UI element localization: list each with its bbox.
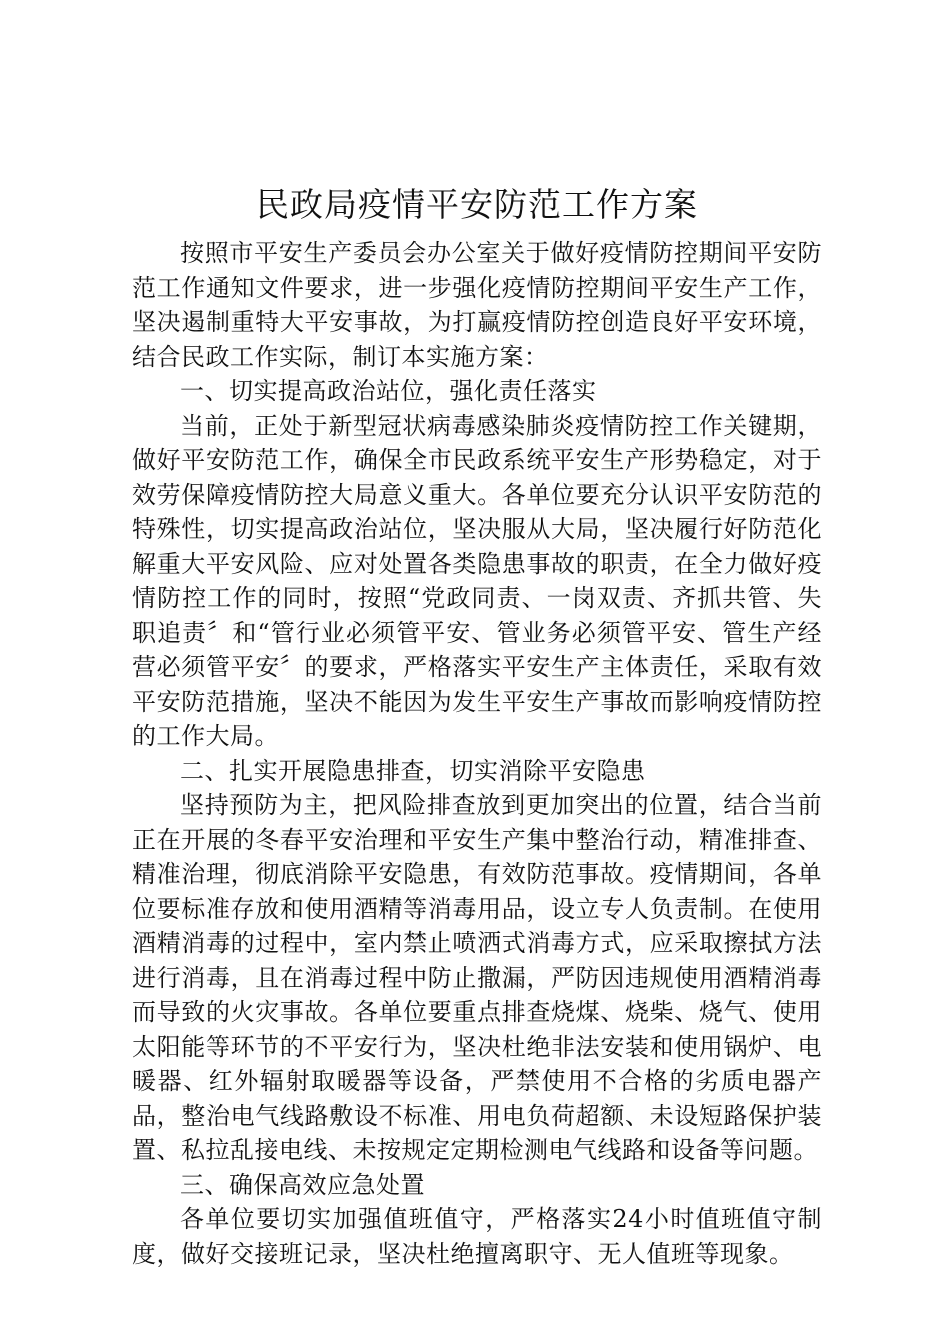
intro-paragraph: 按照市平安生产委员会办公室关于做好疫情防控期间平安防范工作通知文件要求，进一步强化疫情防控期间平安生产工作，坚决遏制重特大平安事故，为打赢疫情防控创造良好平安环境，结合民政工作实际，制订本实施方案： — [132, 239, 822, 371]
section-1-body: 当前，正处于新型冠状病毒感染肺炎疫情防控工作关键期，做好平安防范工作，确保全市民政系统平安生产形势稳定，对于效劳保障疫情防控大局意义重大。各单位要充分认识平安防范的特殊性，切实提高政治站位，坚决服从大局，坚决履行好防范化解重大平安风险、应对处置各类隐患事故的职责，在全力做好疫情防控工作的同时，按照“党政同责、一岗双责、齐抓共管、失职追责〞和“管行业必须管平安、管业务必须管平安、管生产经营必须管平安〞的要求，严格落实平安生产主体责任，采取有效平安防范措施，坚决不能因为发生平安生产事故而影响疫情防控的工作大局。 — [132, 411, 822, 750]
document-page — [132, 180, 822, 1271]
section-2-heading: 二、扎实开展隐患排查，切实消除平安隐患 — [180, 756, 646, 785]
section-3-body: 各单位要切实加强值班值守，严格落实24小时值班值守制度，做好交接班记录，坚决杜绝擅离职守、无人值班等现象。 — [132, 1205, 822, 1268]
section-3-heading: 三、确保高效应急处置 — [180, 1170, 425, 1199]
section-2-body: 坚持预防为主，把风险排查放到更加突出的位置，结合当前正在开展的冬春平安治理和平安生产集中整治行动，精准排查、精准治理，彻底消除平安隐患，有效防范事故。疫情期间，各单位要标准存放和使用酒精等消毒用品，设立专人负责制。在使用酒精消毒的过程中，室内禁止喷洒式消毒方式，应采取擦拭方法进行消毒，且在消毒过程中防止撒漏，严防因违规使用酒精消毒而导致的火灾事故。各单位要重点排查烧煤、烧柴、烧气、使用太阳能等环节的不平安行为，坚决杜绝非法安装和使用锅炉、电暖器、红外辐射取暖器等设备，严禁使用不合格的劣质电器产品，整治电气线路敷设不标准、用电负荷超额、未设短路保护装置、私拉乱接电线、未按规定定期检测电气线路和设备等问题。 — [132, 791, 822, 1164]
document-title: 民政局疫情平安防范工作方案 — [256, 185, 698, 224]
section-1-heading: 一、切实提高政治站位，强化责任落实 — [180, 377, 597, 405]
